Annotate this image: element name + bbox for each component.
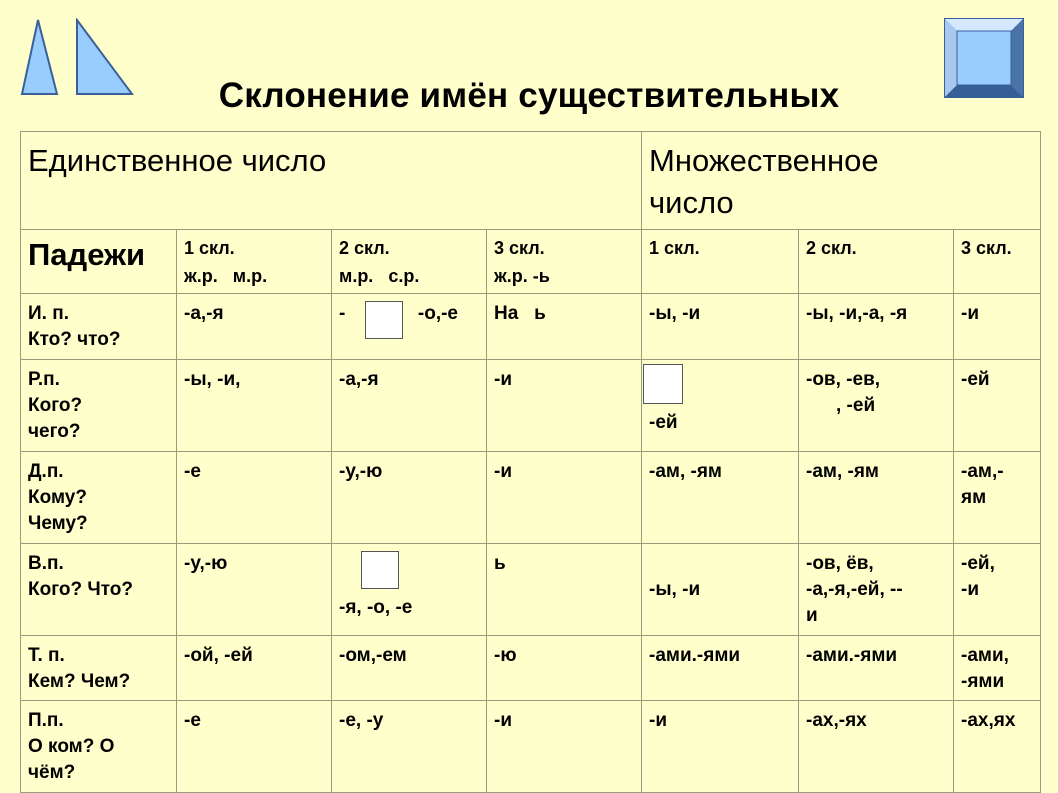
table-row <box>21 701 1041 793</box>
sing-decl-2-header: 2 скл. м.р. с.р. <box>332 230 487 294</box>
case-cell: В.п. Кого? Что? <box>21 544 177 636</box>
ending-cell: -ей <box>642 360 799 452</box>
page-title: Склонение имён существительных <box>218 76 840 115</box>
case-cell: П.п. О ком? О чём? <box>21 701 177 793</box>
case-cell: Р.п. Кого? чего? <box>21 360 177 452</box>
ending-cell: -ами, -ями <box>954 636 1041 701</box>
plur-decl-2-header: 2 скл. <box>799 230 954 294</box>
table-row <box>21 294 1041 360</box>
case-cell: Д.п. Кому? Чему? <box>21 452 177 544</box>
singular-header: Единственное число <box>21 132 642 230</box>
sing-decl-3-header: 3 скл. ж.р. -ь <box>487 230 642 294</box>
ending-cell: -и <box>642 701 799 793</box>
blank-box <box>365 301 403 339</box>
ending-cell: -ы, -и, <box>177 360 332 452</box>
declension-table <box>20 131 1041 793</box>
ending-cell: -ей, -и <box>954 544 1041 636</box>
table-row <box>21 230 1041 294</box>
ending-cell: -ю <box>487 636 642 701</box>
case-cell: И. п. Кто? что? <box>21 294 177 360</box>
ending-cell: -у,-ю <box>332 452 487 544</box>
table-row <box>21 132 1041 230</box>
ending-cell: -ов, -ев, , -ей <box>799 360 954 452</box>
case-cell: Т. п. Кем? Чем? <box>21 636 177 701</box>
ending-cell: -ам, -ям <box>799 452 954 544</box>
ending-cell: -е <box>177 701 332 793</box>
blank-box <box>643 364 683 404</box>
ending-cell: -и <box>487 360 642 452</box>
ending-cell: -а,-я <box>177 294 332 360</box>
ending-cell: -ы, -и <box>642 294 799 360</box>
cases-header: Падежи <box>21 230 177 294</box>
ending-cell: -ах,-ях <box>799 701 954 793</box>
table-row <box>21 544 1041 636</box>
sing-decl-1-header: 1 скл. ж.р. м.р. <box>177 230 332 294</box>
ending-cell: -е <box>177 452 332 544</box>
ending-cell: -ами.-ями <box>642 636 799 701</box>
plural-header: Множественное число <box>642 132 1041 230</box>
ending-cell: -ом,-ем <box>332 636 487 701</box>
ending-cell: -и <box>487 701 642 793</box>
ending-cell: - -о,-е <box>332 294 487 360</box>
blank-box <box>361 551 399 589</box>
ending-cell: -ами.-ями <box>799 636 954 701</box>
ending-cell: -ей <box>954 360 1041 452</box>
ending-cell: -ах,ях <box>954 701 1041 793</box>
ending-cell: -ы, -и <box>642 544 799 636</box>
ending-cell: -я, -о, -е <box>332 544 487 636</box>
ending-cell: -ов, ёв, -а,-я,-ей, -- и <box>799 544 954 636</box>
ending-cell: -и <box>954 294 1041 360</box>
ending-cell: -ой, -ей <box>177 636 332 701</box>
ending-cell: -ы, -и,-а, -я <box>799 294 954 360</box>
plur-decl-1-header: 1 скл. <box>642 230 799 294</box>
plur-decl-3-header: 3 скл. <box>954 230 1041 294</box>
table-row <box>21 452 1041 544</box>
ending-cell: -у,-ю <box>177 544 332 636</box>
ending-cell: ь <box>487 544 642 636</box>
ending-cell: -ам, -ям <box>642 452 799 544</box>
ending-cell: На ь <box>487 294 642 360</box>
table-row <box>21 360 1041 452</box>
table-row <box>21 636 1041 701</box>
ending-cell: -и <box>487 452 642 544</box>
ending-cell: -ам,- ям <box>954 452 1041 544</box>
ending-cell: -а,-я <box>332 360 487 452</box>
ending-cell: -е, -у <box>332 701 487 793</box>
